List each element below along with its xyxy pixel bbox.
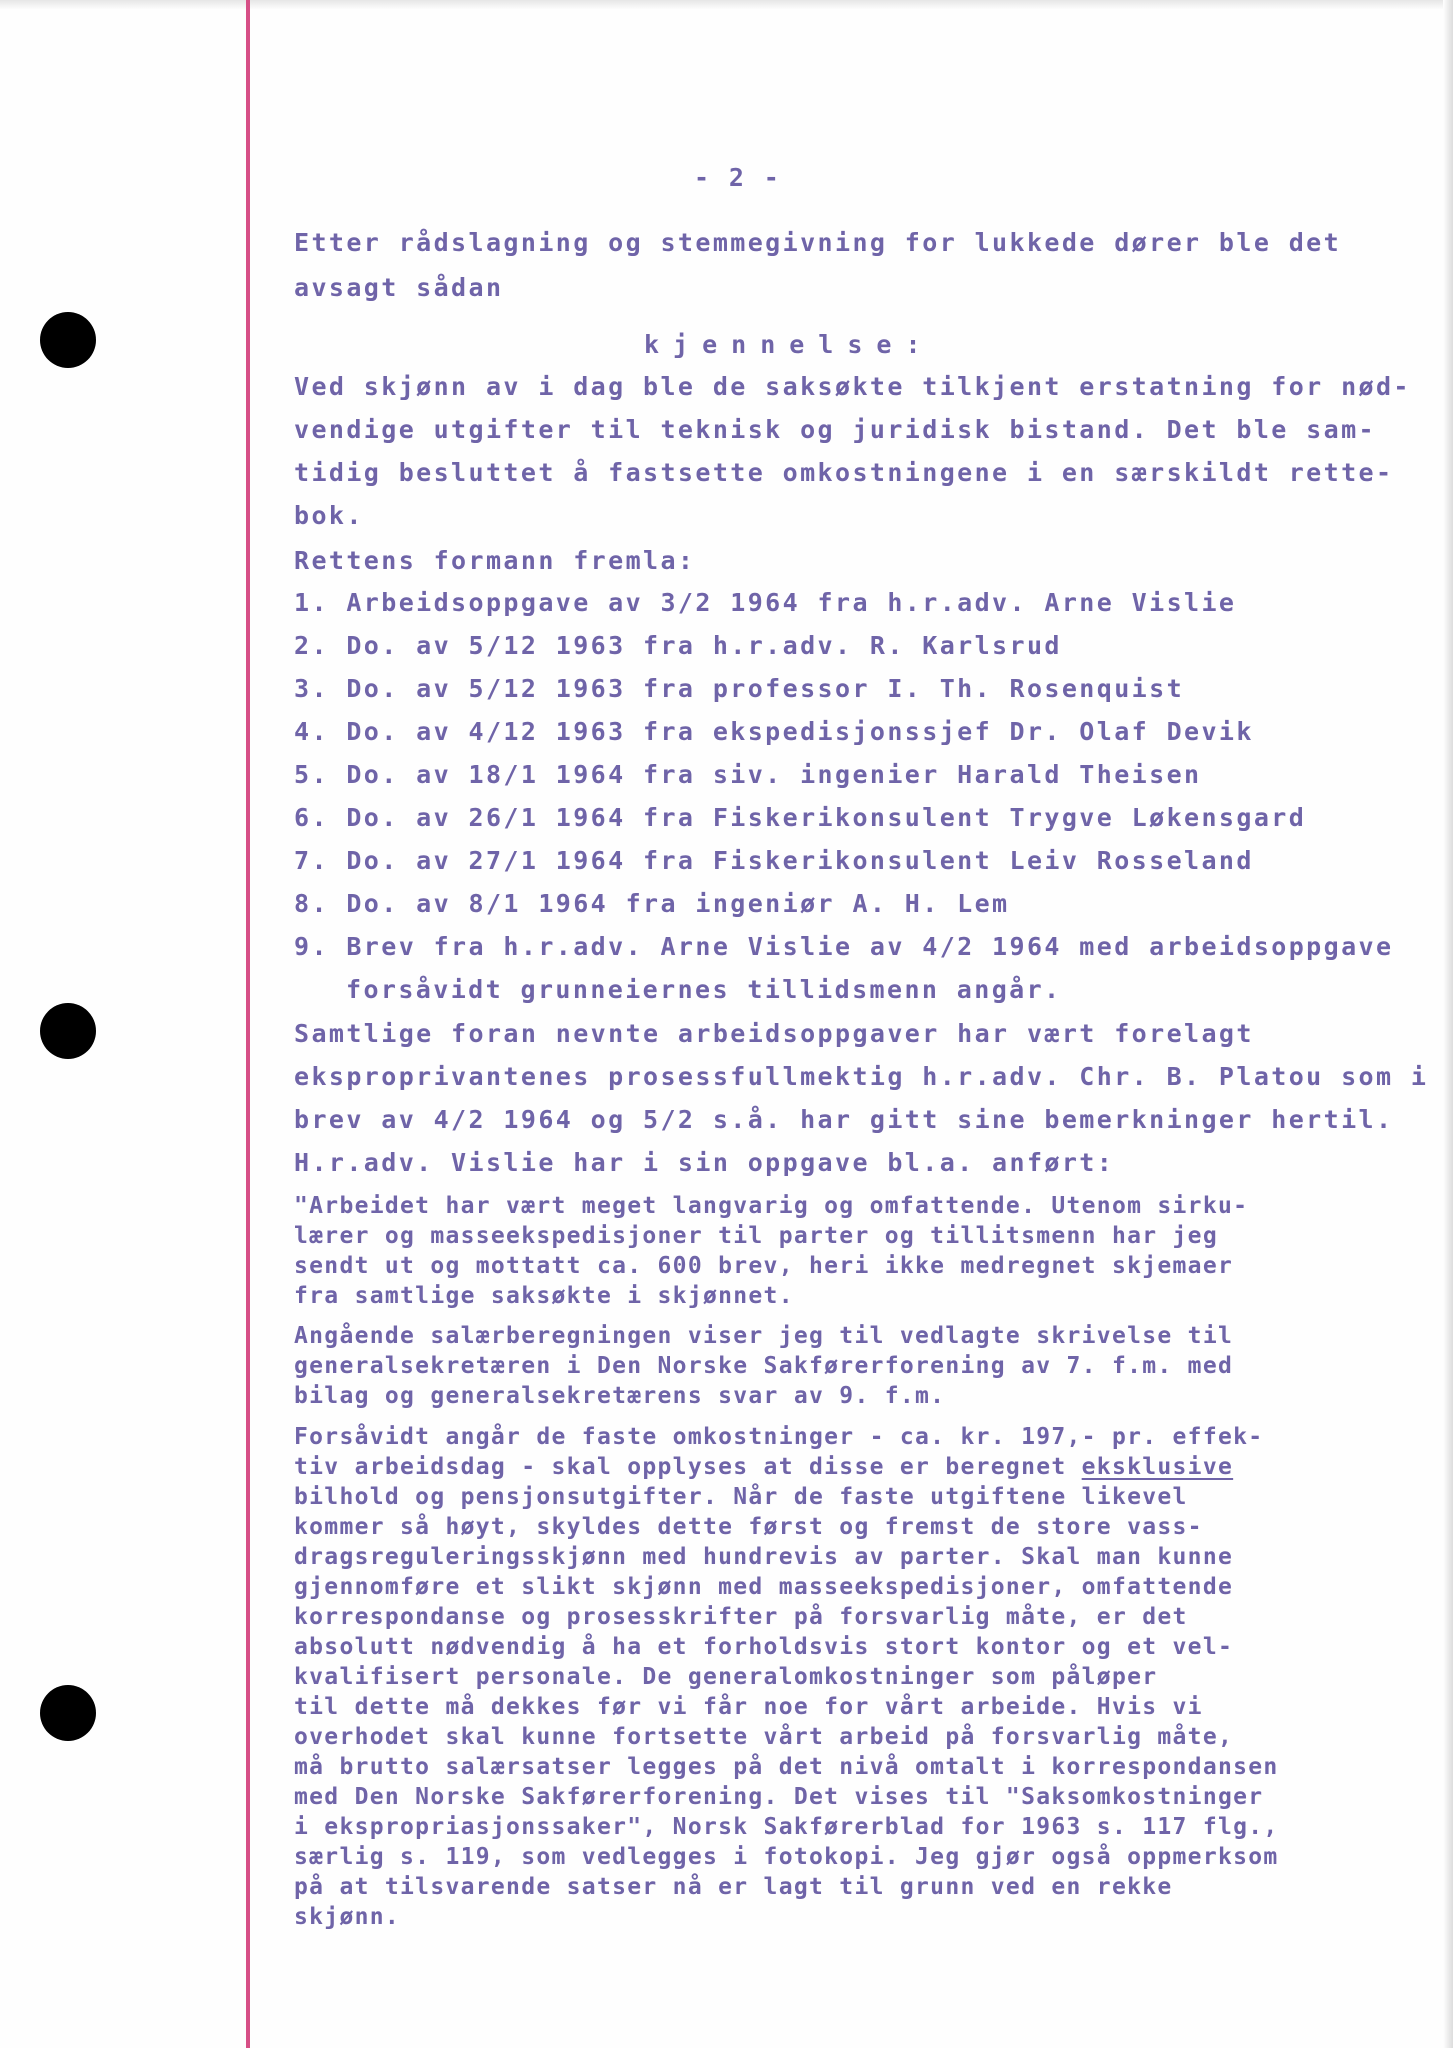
quote-line: i ekspropriasjonssaker", Norsk Sakførerblad for 1963 s. 117 flg.,	[294, 1814, 1279, 1840]
list-item: 1. Arbeidsoppgave av 3/2 1964 fra h.r.adv. Arne Vislie	[294, 588, 1237, 617]
quote-line: skjønn.	[294, 1904, 401, 1930]
quote-line: absolutt nødvendig å ha et forholdsvis stort kontor og et vel-	[294, 1634, 1234, 1660]
quote-line: dragsreguleringsskjønn med hundrevis av parter. Skal man kunne	[294, 1544, 1234, 1570]
list-item: 3. Do. av 5/12 1963 fra professor I. Th. Rosenquist	[294, 674, 1185, 703]
quote-line	[294, 1454, 1233, 1480]
quote-line: gjennomføre et slikt skjønn med masseekspedisjoner, omfattende	[294, 1574, 1234, 1600]
list-item: 4. Do. av 4/12 1963 fra ekspedisjonssjef Dr. Olaf Devik	[294, 717, 1254, 746]
page-number: - 2 -	[694, 163, 782, 192]
quote-line: Angående salærberegningen viser jeg til vedlagte skrivelse til	[294, 1323, 1234, 1349]
list-item-continuation: forsåvidt grunneiernes tillidsmenn angår.	[346, 975, 1062, 1004]
quote-line: med Den Norske Sakførerforening. Det vises til "Saksomkostninger	[294, 1784, 1264, 1810]
punch-hole	[40, 1003, 96, 1059]
page-right-edge	[1443, 0, 1453, 2048]
quote-line: bilhold og pensjonsutgifter. Når de faste utgiftene likevel	[294, 1484, 1188, 1510]
remarks-line: H.r.adv. Vislie har i sin oppgave bl.a. anført:	[294, 1148, 1115, 1177]
quote-line: særlig s. 119, som vedlegges i fotokopi. Jeg gjør også oppmerksom	[294, 1844, 1279, 1870]
remarks-line: eksproprivantenes prosessfullmektig h.r.adv. Chr. B. Platou som i	[294, 1062, 1429, 1091]
quote-line: kommer så høyt, skyldes dette først og fremst de store vass-	[294, 1514, 1203, 1540]
quote-line: generalsekretæren i Den Norske Sakførerforening av 7. f.m. med	[294, 1353, 1234, 1379]
underlined-emphasis: eksklusive	[1081, 1454, 1234, 1480]
intro-line: Etter rådslagning og stemmegivning for lukkede dører ble det	[294, 228, 1342, 257]
quote-line: bilag og generalsekretærens svar av 9. f.m.	[294, 1383, 946, 1409]
list-item: 9. Brev fra h.r.adv. Arne Vislie av 4/2 1964 med arbeidsoppgave	[294, 932, 1394, 961]
quote-line: overhodet skal kunne fortsette vårt arbeid på forsvarlig måte,	[294, 1724, 1234, 1750]
punch-hole	[40, 1685, 96, 1741]
ruling-line: bok.	[294, 501, 364, 530]
intro-line: avsagt sådan	[294, 273, 504, 302]
quote-line: på at tilsvarende satser nå er lagt til grunn ved en rekke	[294, 1874, 1173, 1900]
presented-intro: Rettens formann fremla:	[294, 546, 696, 575]
ruling-line: Ved skjønn av i dag ble de saksøkte tilkjent erstatning for nød-	[294, 372, 1411, 401]
quote-line: korrespondanse og prosesskrifter på forsvarlig måte, er det	[294, 1604, 1188, 1630]
quote-line: til dette må dekkes før vi får noe for vårt arbeide. Hvis vi	[294, 1694, 1203, 1720]
remarks-line: brev av 4/2 1964 og 5/2 s.å. har gitt sine bemerkninger hertil.	[294, 1105, 1394, 1134]
quote-line: Forsåvidt angår de faste omkostninger - ca. kr. 197,- pr. effek-	[294, 1424, 1264, 1450]
quote-line: lærer og masseekspedisjoner til parter og tillitsmenn har jeg	[294, 1223, 1218, 1249]
section-heading: kjennelse:	[644, 330, 935, 359]
ruling-line: tidig besluttet å fastsette omkostningene i en særskildt rette-	[294, 458, 1394, 487]
list-item: 8. Do. av 8/1 1964 fra ingeniør A. H. Lem	[294, 889, 1010, 918]
quote-line: sendt ut og mottatt ca. 600 brev, heri ikke medregnet skjemaer	[294, 1253, 1234, 1279]
quote-line: må brutto salærsatser legges på det nivå omtalt i korrespondansen	[294, 1754, 1279, 1780]
list-item: 7. Do. av 27/1 1964 fra Fiskerikonsulent Leiv Rosseland	[294, 846, 1254, 875]
margin-line	[246, 0, 250, 2048]
quote-line-text: tiv arbeidsdag - skal opplyses at disse er beregnet	[294, 1454, 1082, 1480]
quote-line: fra samtlige saksøkte i skjønnet.	[294, 1283, 794, 1309]
page-top-edge	[0, 0, 1453, 10]
list-item: 5. Do. av 18/1 1964 fra siv. ingenier Harald Theisen	[294, 760, 1202, 789]
ruling-line: vendige utgifter til teknisk og juridisk bistand. Det ble sam-	[294, 415, 1376, 444]
quote-line: "Arbeidet har vært meget langvarig og omfattende. Utenom sirku-	[294, 1193, 1249, 1219]
list-item: 6. Do. av 26/1 1964 fra Fiskerikonsulent Trygve Løkensgard	[294, 803, 1307, 832]
quote-line: kvalifisert personale. De generalomkostninger som påløper	[294, 1664, 1158, 1690]
remarks-line: Samtlige foran nevnte arbeidsoppgaver har vært forelagt	[294, 1019, 1254, 1048]
punch-hole	[40, 312, 96, 368]
list-item: 2. Do. av 5/12 1963 fra h.r.adv. R. Karlsrud	[294, 631, 1062, 660]
